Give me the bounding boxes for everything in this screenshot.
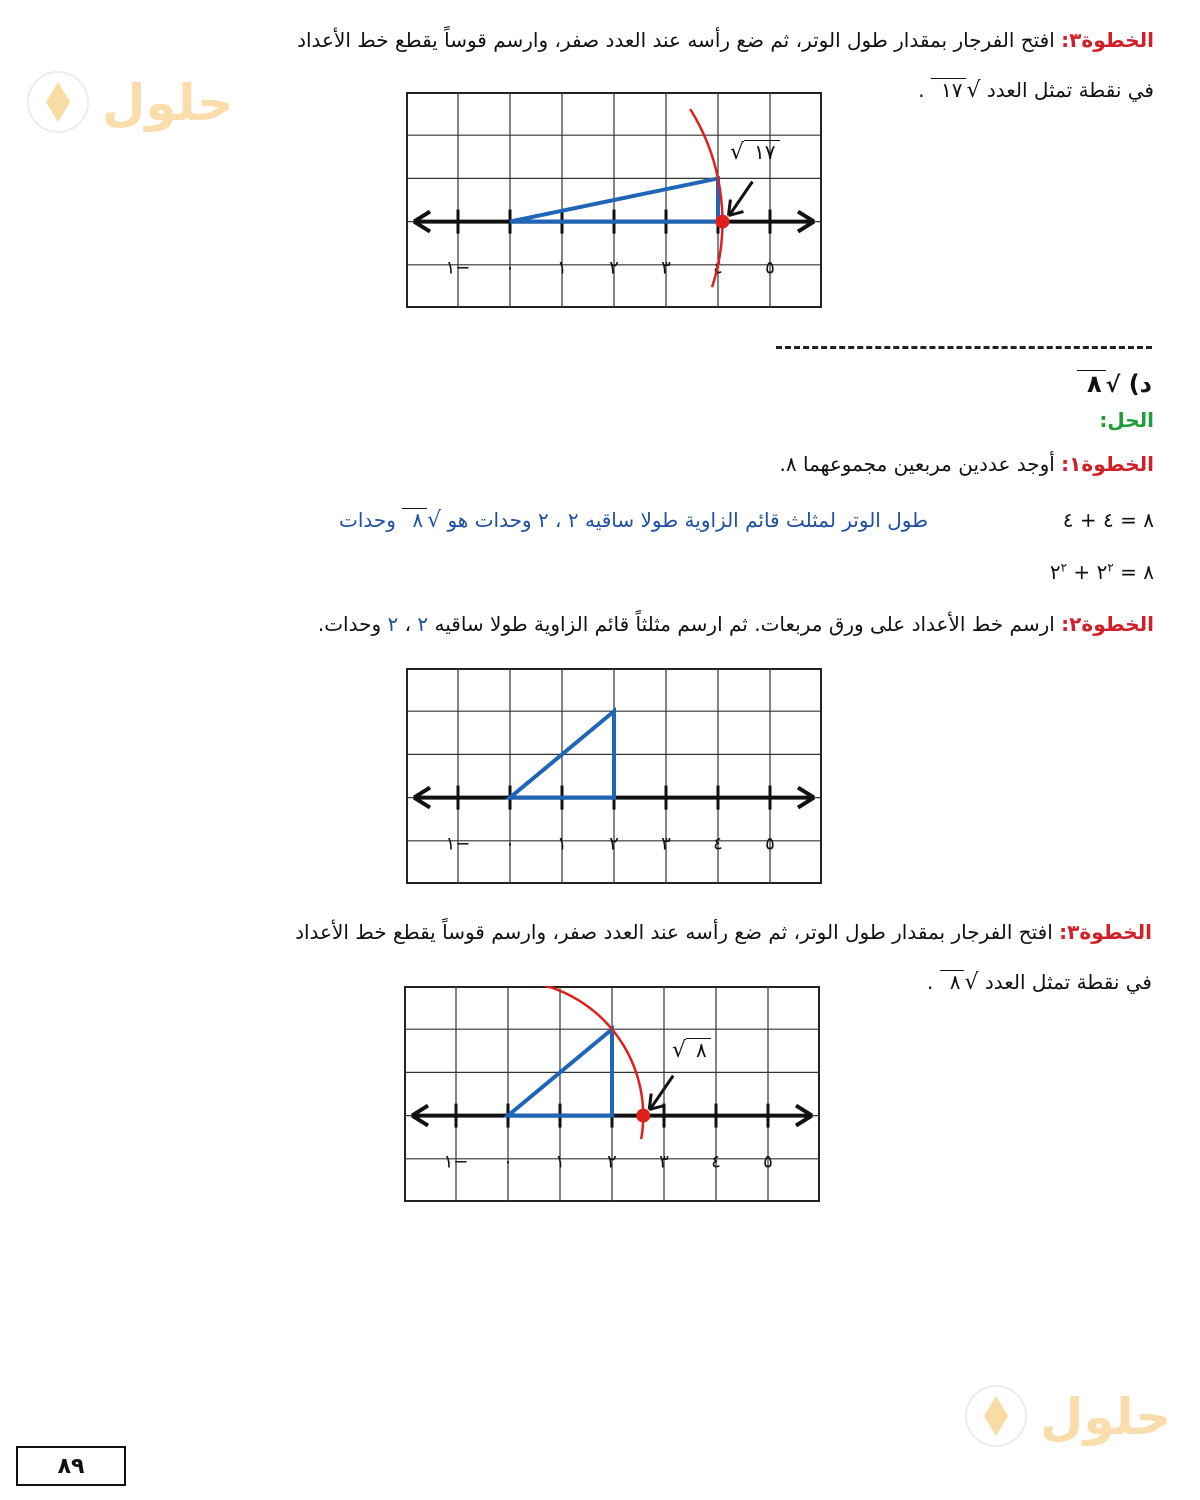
tick-label: ٠ (505, 833, 515, 855)
step-label: الخطوة١: (1061, 452, 1154, 476)
sqrt-radicand: ٨ (1077, 370, 1106, 398)
step-text: أوجد عددين مربعين مجموعهما ٨. (779, 452, 1055, 476)
watermark-logo (22, 58, 232, 138)
tick-label: ٤ (711, 1151, 721, 1173)
tick-label: ١− (445, 257, 471, 279)
tick-label: ١ (555, 1151, 565, 1173)
svg-text:حلول: حلول (102, 74, 232, 132)
step-label: الخطوة٣: (1059, 920, 1152, 944)
part-label: د) (1128, 370, 1152, 398)
part-d-heading (1077, 370, 1152, 398)
tick-label: ١ (557, 833, 567, 855)
step-text: في نقطة تمثل العدد (986, 78, 1154, 102)
step3-line2: في نقطة تمثل العدد √٨ . (927, 970, 1152, 995)
step1-line (780, 452, 1154, 476)
tick-label: ٣ (659, 1151, 669, 1173)
number-line-diagram-triangle (406, 668, 822, 884)
svg-text:حلول: حلول (1040, 1388, 1170, 1446)
step-text: افتح الفرجار بمقدار طول الوتر، ثم ضع رأسه عند العدد صفر، وارسم قوساً يقطع خط الأعداد (295, 920, 1053, 944)
tick-label: ٣ (661, 833, 671, 855)
tick-label: ٤ (713, 833, 723, 855)
sqrt-symbol: √ (1105, 373, 1121, 398)
solution-label: الحل: (1099, 408, 1154, 432)
step2-line: الخطوة٢: ارسم خط الأعداد على ورق مربعات. ثم ارسم مثلثاً قائم الزاوية طولا ساقيه ٢ ، ٢ وحدات. (317, 612, 1154, 636)
leg-value: ٢ (417, 612, 429, 636)
page-number: ٨٩ (16, 1446, 126, 1486)
step-text: افتح الفرجار بمقدار طول الوتر، ثم ضع رأسه عند العدد صفر، وارسم قوساً يقطع خط الأعداد (297, 28, 1055, 52)
diagram-sqrt-label: √ ١٧ (730, 140, 780, 165)
number-line-diagram-sqrt8 (404, 986, 820, 1202)
sqrt-symbol: √ (964, 970, 979, 995)
tick-label: ٠ (503, 1151, 513, 1173)
tick-label: ٢ (609, 833, 619, 855)
tick-label: ٤ (713, 257, 723, 279)
sqrt-symbol: √ (427, 508, 442, 533)
section-divider (776, 346, 1152, 349)
sqrt-radicand: ١٧ (931, 78, 966, 102)
step3-line1 (295, 920, 1152, 944)
intersection-point (715, 215, 729, 229)
step3-top-line1 (297, 28, 1154, 52)
intersection-point (636, 1109, 650, 1123)
step3-top-line2 (918, 78, 1154, 103)
tick-label: ٢ (607, 1151, 617, 1173)
leg-value: ٢ (387, 612, 399, 636)
tick-label: ٥ (763, 1151, 773, 1173)
hypotenuse-note: طول الوتر لمثلث قائم الزاوية طولا ساقيه ٢ ، ٢ وحدات هو √٨ وحدات (339, 508, 928, 533)
equation-2: ٨ = $٢^٢$ + $٢^٢$ (1049, 560, 1154, 584)
tick-label: ١− (445, 833, 471, 855)
sqrt-symbol: √ (966, 78, 981, 103)
tick-label: ٥ (765, 257, 775, 279)
tick-label: ٢ (609, 257, 619, 279)
diagram-sqrt-label: √ ٨ (672, 1038, 711, 1063)
period: . (918, 78, 925, 102)
step-text: ارسم خط الأعداد على ورق مربعات. ثم ارسم مثلثاً قائم الزاوية طولا ساقيه (434, 612, 1055, 636)
tick-label: ١ (557, 257, 567, 279)
equation-1: ٨ = ٤ + ٤ (1062, 508, 1154, 532)
step-label: الخطوة٣: (1061, 28, 1154, 52)
tick-label: ٠ (505, 257, 515, 279)
tick-label: ١− (443, 1151, 469, 1173)
number-line-diagram-sqrt17 (406, 92, 822, 308)
step-label: الخطوة٢: (1061, 612, 1154, 636)
watermark-logo (960, 1372, 1170, 1452)
tick-label: ٣ (661, 257, 671, 279)
tick-label: ٥ (765, 833, 775, 855)
